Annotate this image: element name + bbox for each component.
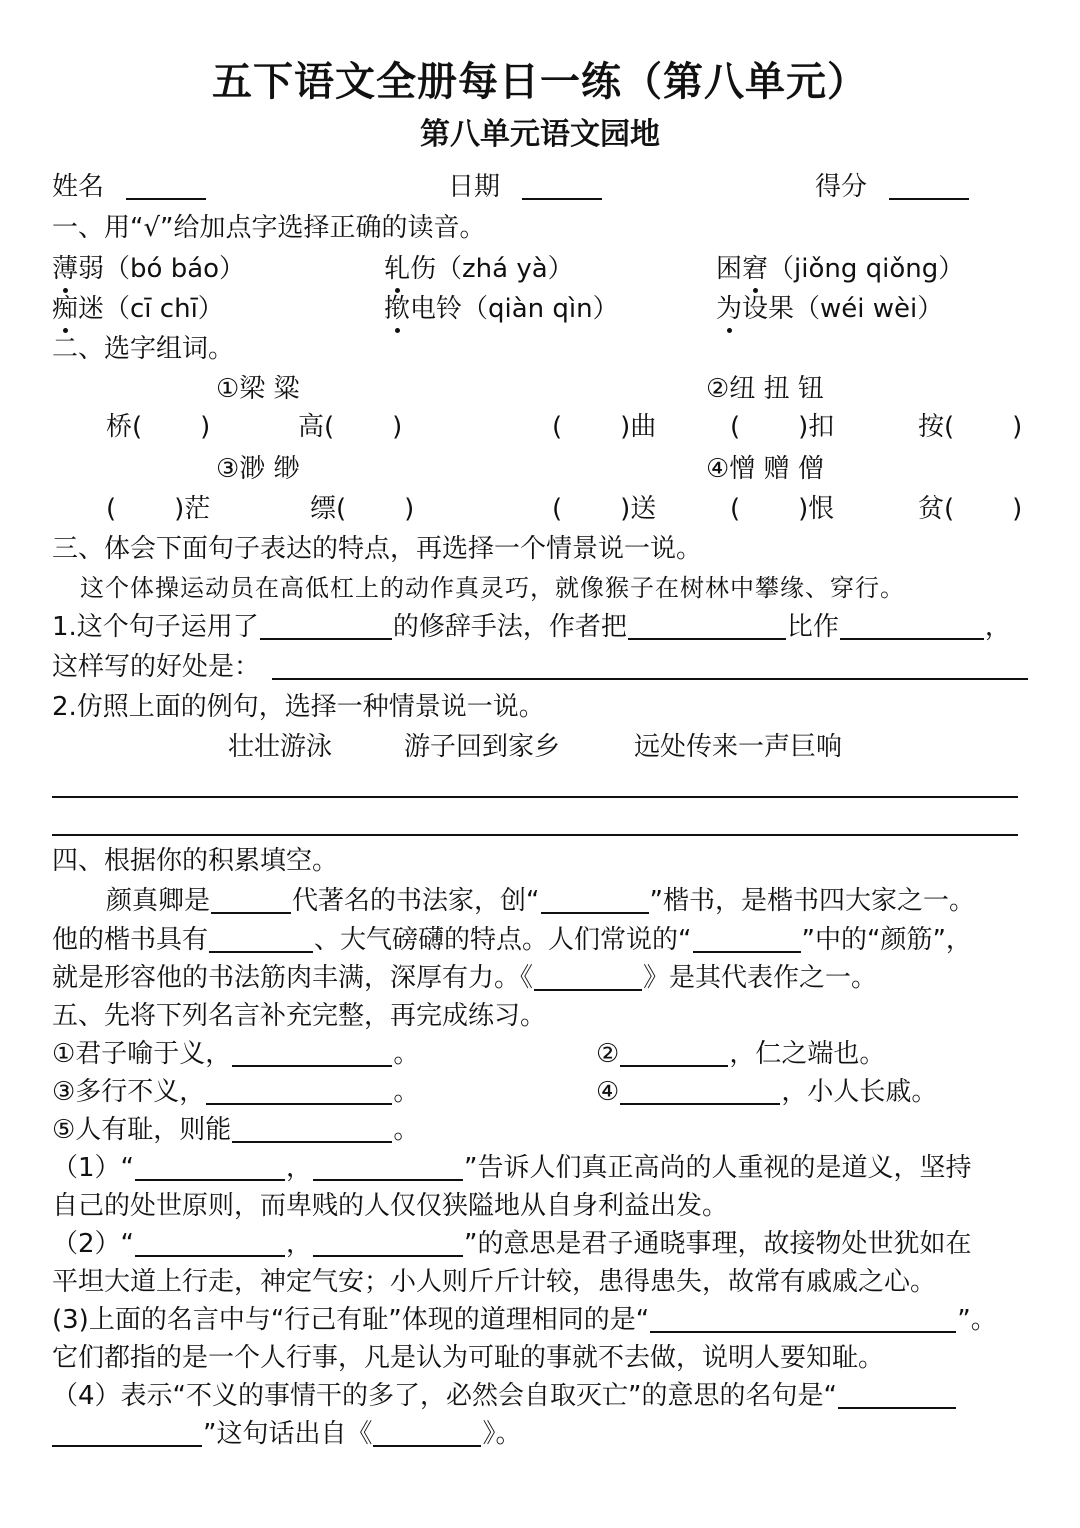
benefit-answer-line[interactable]	[272, 678, 1028, 680]
maxim-text: ⑤人有耻，则能	[52, 1115, 232, 1145]
item-post: 电铃（qiàn qìn）	[410, 294, 619, 324]
slot-text: (	[552, 412, 563, 442]
feature-blank[interactable]	[209, 927, 313, 953]
slot-text: 缥(	[310, 494, 347, 524]
example-sentence: 这个体操运动员在高低杠上的动作真灵巧，就像猴子在树林中攀缘、穿行。	[80, 574, 905, 602]
s4-text: 》是其代表作之一。	[643, 963, 878, 993]
slot-text: )恨	[798, 494, 835, 524]
saying-blank[interactable]	[693, 927, 801, 953]
slot-text: (	[730, 494, 741, 524]
maxim-blank[interactable]	[232, 1041, 392, 1067]
maxim-1	[52, 1041, 419, 1067]
s4-text: ”楷书，是楷书四大家之一。	[649, 886, 975, 916]
s4-line-1	[106, 888, 975, 914]
maxim-text: 。	[393, 1077, 420, 1107]
dotted-char: 薄	[52, 254, 79, 284]
item-post: 伤（zhá yà）	[410, 254, 574, 284]
slot-text: )	[200, 412, 211, 442]
section4-heading: 四、根据你的积累填空。	[52, 846, 339, 876]
style-blank[interactable]	[541, 888, 649, 914]
word-slot[interactable]	[552, 414, 656, 440]
subject-blank[interactable]	[628, 614, 786, 640]
q1-line	[52, 614, 1011, 640]
score-label: 得分	[815, 172, 868, 202]
answer-line-1[interactable]	[52, 796, 1018, 798]
p-blank[interactable]	[650, 1307, 956, 1333]
maxim-blank[interactable]	[620, 1079, 780, 1105]
date-blank[interactable]	[522, 174, 602, 200]
q1-text: 1.这个句子运用了	[52, 612, 259, 642]
word-slot[interactable]	[552, 496, 656, 522]
p2-cont: 平坦大道上行走，神定气安；小人则斤斤计较，患得患失，故常有戚戚之心。	[52, 1267, 937, 1297]
dotted-char: 揿	[384, 294, 411, 324]
char-group-3: ③渺 缈	[216, 454, 300, 484]
p-blank[interactable]	[52, 1421, 202, 1447]
slot-text: 桥(	[106, 412, 143, 442]
p-text: （4）表示“不义的事情干的多了，必然会自取灭亡”的意思的名句是“	[52, 1381, 837, 1411]
pinyin-item-4[interactable]	[52, 296, 224, 322]
p-text: ”。	[957, 1305, 997, 1335]
s4-text: 代著名的书法家，创“	[292, 886, 540, 916]
maxim-text: ③多行不义，	[52, 1077, 206, 1107]
slot-text: )曲	[620, 412, 657, 442]
slot-text: (	[552, 494, 563, 524]
p-blank[interactable]	[313, 1231, 463, 1257]
p-text: ”告诉人们真正高尚的人重视的是道义，坚持	[464, 1153, 972, 1183]
date-label: 日期	[448, 172, 501, 202]
p-text: (3)上面的名言中与“行己有耻”体现的道理相同的是“	[52, 1305, 650, 1335]
p3-line	[52, 1307, 997, 1333]
p4-line	[52, 1383, 957, 1409]
maxim-text: ②	[596, 1039, 620, 1069]
word-slot[interactable]	[730, 496, 834, 522]
p-text: 》。	[482, 1419, 522, 1449]
q1-text: ，	[984, 612, 1011, 642]
p4-cont	[52, 1421, 522, 1447]
slot-text: )	[1012, 412, 1023, 442]
p-text: ，	[286, 1229, 313, 1259]
date-field	[448, 174, 603, 200]
section2-heading: 二、选字组词。	[52, 334, 235, 364]
dotted-char: 窘	[742, 254, 769, 284]
s4-line-3	[52, 965, 877, 991]
page-title: 五下语文全册每日一练（第八单元）	[212, 59, 868, 105]
p-blank[interactable]	[313, 1155, 463, 1181]
name-label: 姓名	[52, 172, 105, 202]
s4-text: ”中的“颜筋”，	[801, 925, 972, 955]
p1-cont: 自己的处世原则，而卑贱的人仅仅狭隘地从自身利益出发。	[52, 1191, 729, 1221]
section5-heading: 五、先将下列名言补充完整，再完成练习。	[52, 1001, 547, 1031]
s4-text: 就是形容他的书法筋肉丰满，深厚有力。《	[52, 963, 534, 993]
slot-text: 贫(	[918, 494, 955, 524]
word-slot[interactable]	[298, 414, 402, 440]
name-field	[52, 174, 207, 200]
slot-text: )	[1012, 494, 1023, 524]
s4-text: 、大气磅礴的特点。人们常说的“	[314, 925, 692, 955]
maxim-4	[596, 1079, 937, 1105]
p-text: ”的意思是君子通晓事理，故接物处世犹如在	[464, 1229, 972, 1259]
q1-text: 的修辞手法，作者把	[392, 612, 627, 642]
slot-text: 高(	[298, 412, 335, 442]
pinyin-item-6[interactable]	[716, 296, 943, 322]
p-text: （2）“	[52, 1229, 135, 1259]
score-blank[interactable]	[889, 174, 969, 200]
q2-text: 2.仿照上面的例句，选择一种情景说一说。	[52, 692, 545, 722]
work-blank[interactable]	[534, 965, 642, 991]
word-slot[interactable]	[106, 414, 210, 440]
word-slot[interactable]	[918, 496, 1022, 522]
p-blank[interactable]	[135, 1231, 285, 1257]
slot-text: )	[392, 412, 403, 442]
section3-heading: 三、体会下面句子表达的特点，再选择一个情景说一说。	[52, 534, 703, 564]
source-blank[interactable]	[373, 1421, 481, 1447]
dotted-char: 痴	[52, 294, 79, 324]
p3-cont: 它们都指的是一个人行事，凡是认为可耻的事就不去做，说明人要知耻。	[52, 1343, 885, 1373]
maxim-text: ④	[596, 1077, 620, 1107]
maxim-3	[52, 1079, 419, 1105]
pinyin-item-5[interactable]	[384, 296, 619, 322]
char-group-1: ①梁 粱	[216, 374, 300, 404]
scene-option-3: 远处传来一声巨响	[634, 732, 843, 762]
p-text: ，	[286, 1153, 313, 1183]
s4-text: 颜真卿是	[106, 886, 211, 916]
item-pre: 困	[716, 254, 743, 284]
char-group-4: ④憎 赠 僧	[706, 454, 824, 484]
q1-text: 比作	[786, 612, 839, 642]
maxim-text: 。	[393, 1039, 420, 1069]
name-blank[interactable]	[126, 174, 206, 200]
slot-text: 按(	[918, 412, 955, 442]
pinyin-item-1[interactable]	[52, 256, 245, 282]
char-group-2: ②纽 扭 钮	[706, 374, 824, 404]
slot-text: (	[106, 494, 117, 524]
dotted-char: 轧	[384, 254, 411, 284]
item-post: （jiǒng qiǒng）	[768, 254, 965, 284]
maxim-text: ①君子喻于义，	[52, 1039, 232, 1069]
answer-line-2[interactable]	[52, 834, 1018, 836]
slot-text: )茫	[174, 494, 211, 524]
slot-text: (	[730, 412, 741, 442]
word-slot[interactable]	[310, 496, 414, 522]
scene-option-2: 游子回到家乡	[404, 732, 561, 762]
pinyin-item-2[interactable]	[384, 256, 574, 282]
item-post: 弱（bó báo）	[78, 254, 246, 284]
dotted-char: 为	[716, 294, 743, 324]
maxim-text: ，仁之端也。	[729, 1039, 886, 1069]
s4-line-2	[52, 927, 972, 953]
slot-text: )扣	[798, 412, 835, 442]
p2-line	[52, 1231, 972, 1257]
dynasty-blank[interactable]	[211, 888, 291, 914]
section1-heading: 一、用“√”给加点字选择正确的读音。	[52, 213, 486, 243]
maxim-blank[interactable]	[620, 1041, 728, 1067]
p-text: （1）“	[52, 1153, 135, 1183]
maxim-5	[52, 1117, 419, 1143]
item-post: 设果（wéi wèi）	[742, 294, 944, 324]
word-slot[interactable]	[730, 414, 834, 440]
slot-text: )送	[620, 494, 657, 524]
s4-text: 他的楷书具有	[52, 925, 209, 955]
p-blank[interactable]	[838, 1383, 956, 1409]
p1-line	[52, 1155, 972, 1181]
score-field	[815, 174, 970, 200]
word-slot[interactable]	[106, 496, 210, 522]
maxim-2	[596, 1041, 885, 1067]
p-blank[interactable]	[135, 1155, 285, 1181]
word-slot[interactable]	[918, 414, 1022, 440]
maxim-text: 。	[393, 1115, 420, 1145]
maxim-text: ，小人长戚。	[781, 1077, 938, 1107]
p-text: ”这句话出自《	[203, 1419, 373, 1449]
slot-text: )	[404, 494, 415, 524]
maxim-blank[interactable]	[206, 1079, 392, 1105]
q1-benefit-label: 这样写的好处是：	[52, 652, 261, 682]
pinyin-item-3[interactable]	[716, 256, 964, 282]
scene-option-1: 壮壮游泳	[228, 732, 333, 762]
page-subtitle: 第八单元语文园地	[420, 117, 660, 152]
item-post: 迷（cī chī）	[78, 294, 224, 324]
rhetoric-blank[interactable]	[260, 614, 392, 640]
maxim-blank[interactable]	[232, 1117, 392, 1143]
object-blank[interactable]	[840, 614, 984, 640]
